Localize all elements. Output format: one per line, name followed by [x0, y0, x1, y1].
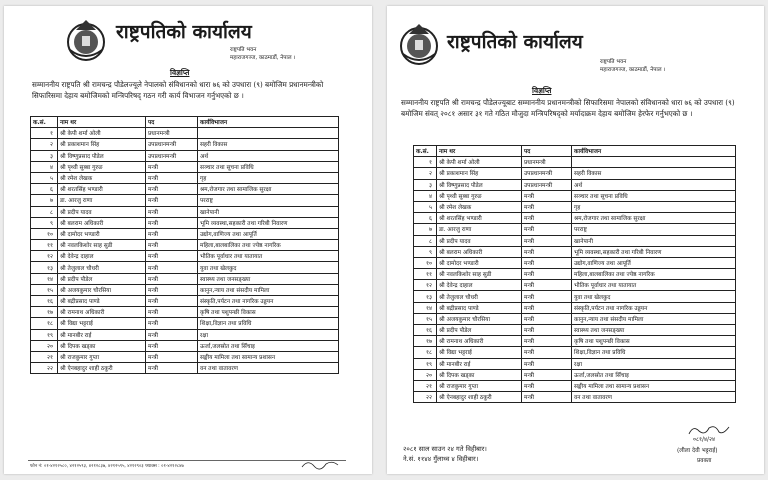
date-line-2: ने.सं. ११४४ गुँलाथ्व ४ विहीबार।: [403, 455, 479, 463]
cell-name: श्री ऐनबहादुर शाही ठकुरी: [437, 392, 522, 403]
cell-name: श्री देवेन्द्र दाहाल: [58, 251, 146, 262]
cell-post: मन्त्री: [146, 206, 198, 217]
cell-portfolio: कृषि तथा पशुपन्छी विकास: [198, 307, 339, 318]
table-row: [31, 318, 339, 329]
table-header-row: [414, 146, 736, 157]
cell-name: श्री राजकुमार गुप्ता: [437, 380, 522, 391]
cell-post: मन्त्री: [146, 228, 198, 239]
cell-portfolio: उद्योग,वाणिज्य तथा आपूर्ति: [572, 257, 736, 268]
cell-serial: ५: [31, 172, 58, 183]
cell-serial: १९: [31, 329, 58, 340]
cell-post: उपप्रधानमन्त्री: [522, 179, 572, 190]
cell-post: मन्त्री: [522, 325, 572, 336]
cell-portfolio: श्रम,रोजगार तथा सामाजिक सुरक्षा: [572, 213, 736, 224]
initials-signature-icon: [300, 456, 340, 475]
cell-serial: १५: [414, 313, 437, 324]
cell-serial: २२: [31, 363, 58, 374]
cell-name: श्री दामोदर भण्डारी: [437, 257, 522, 268]
cell-serial: १२: [414, 280, 437, 291]
table-row: [414, 313, 736, 324]
cell-post: मन्त्री: [146, 351, 198, 362]
table-row: [31, 363, 339, 374]
cell-portfolio: परराष्ट्र: [572, 224, 736, 235]
cell-post: मन्त्री: [522, 380, 572, 391]
cell-post: मन्त्री: [146, 296, 198, 307]
table-row: [31, 184, 339, 195]
cell-post: मन्त्री: [146, 340, 198, 351]
table-row: [31, 251, 339, 262]
cell-name: श्री बलराम अधिकारी: [58, 217, 146, 228]
table-row: [31, 206, 339, 217]
cell-portfolio: महिला,बालबालिका तथा ज्येष्ठ नागरिक: [198, 240, 339, 251]
cell-serial: १४: [31, 273, 58, 284]
cell-portfolio: सङ्घीय मामिला तथा सामान्य प्रशासन: [198, 351, 339, 362]
cell-portfolio: गृह: [572, 201, 736, 212]
cell-serial: ७: [414, 224, 437, 235]
office-title: राष्ट्रपतिको कार्यालय: [116, 21, 252, 43]
cell-name: श्री मानबीर राई: [437, 358, 522, 369]
table-row: [414, 291, 736, 302]
cell-portfolio: सहरी विकास: [198, 139, 339, 150]
cell-post: उपप्रधानमन्त्री: [146, 150, 198, 161]
table-row: [414, 201, 736, 212]
cell-post: मन्त्री: [522, 302, 572, 313]
cell-portfolio: भूमि व्यवस्था,सहकारी तथा गरिबी निवारण: [572, 246, 736, 257]
table-row: [31, 128, 339, 139]
cell-portfolio: खानेपानी: [198, 206, 339, 217]
cell-name: श्री प्रदीप यादव: [437, 235, 522, 246]
cell-name: श्री नवलकिशोर साह सुडी: [437, 269, 522, 280]
cell-post: उपप्रधानमन्त्री: [146, 139, 198, 150]
date-line-1: २०८१ साल साउन २४ गते विहीबार।: [403, 445, 487, 453]
cell-name: श्री बलराम अधिकारी: [437, 246, 522, 257]
cell-name: श्री अजयकुमार चौरसिया: [437, 313, 522, 324]
table-row: [414, 157, 736, 168]
footer-divider: [28, 460, 346, 461]
cell-name: श्री विद्या भट्टराई: [437, 347, 522, 358]
table-row: [31, 340, 339, 351]
cell-post: मन्त्री: [146, 363, 198, 374]
cell-portfolio: भौतिक पूर्वाधार तथा यातायात: [572, 280, 736, 291]
cell-post: मन्त्री: [146, 284, 198, 295]
cell-name: श्री शरतसिंह भण्डारी: [437, 213, 522, 224]
cell-portfolio: महिला,बालबालिका तथा ज्येष्ठ नागरिक: [572, 269, 736, 280]
cell-serial: ६: [31, 184, 58, 195]
cell-serial: ८: [414, 235, 437, 246]
cell-name: श्री तेजुलाल चौधरी: [58, 262, 146, 273]
cell-serial: १३: [31, 262, 58, 273]
cell-portfolio: सहरी विकास: [572, 168, 736, 179]
cell-name: श्री दामोदर भण्डारी: [58, 228, 146, 239]
header-serial: क.सं.: [31, 117, 58, 128]
cell-name: श्री शरतसिंह भण्डारी: [58, 184, 146, 195]
table-row: [31, 296, 339, 307]
table-row: [414, 213, 736, 224]
cell-serial: १०: [414, 257, 437, 268]
cell-portfolio: संस्कृति,पर्यटन तथा नागरिक उड्डयन: [572, 302, 736, 313]
cell-name: श्री प्रकाशमान सिंह: [437, 168, 522, 179]
cell-post: मन्त्री: [522, 190, 572, 201]
table-row: [414, 280, 736, 291]
cell-serial: ११: [31, 240, 58, 251]
cell-portfolio: कानुन,न्याय तथा संसदीय मामिला: [572, 313, 736, 324]
cell-name: श्री रामनाथ अधिकारी: [437, 336, 522, 347]
table-row: [31, 284, 339, 295]
cell-post: मन्त्री: [522, 291, 572, 302]
cell-portfolio: अर्थ: [572, 179, 736, 190]
cell-post: मन्त्री: [522, 392, 572, 403]
cell-post: प्रधानमन्त्री: [146, 128, 198, 139]
table-row: [31, 150, 339, 161]
cell-post: मन्त्री: [146, 184, 198, 195]
cell-serial: १८: [414, 347, 437, 358]
cell-name: श्री विष्णुप्रसाद पौडेल: [437, 179, 522, 190]
cell-name: डा. आरजु राणा: [437, 224, 522, 235]
cell-post: मन्त्री: [146, 251, 198, 262]
cell-post: मन्त्री: [522, 235, 572, 246]
right-document-page: [387, 6, 764, 474]
cell-portfolio: परराष्ट्र: [198, 195, 339, 206]
header-name: नाम थर: [437, 146, 522, 157]
address-line-1: राष्ट्रपति भवन: [600, 59, 627, 65]
cell-serial: ११: [414, 269, 437, 280]
cell-post: मन्त्री: [522, 347, 572, 358]
cell-serial: २०: [414, 369, 437, 380]
cell-portfolio: युवा तथा खेलकुद: [572, 291, 736, 302]
cell-serial: १७: [414, 336, 437, 347]
cell-portfolio: [198, 128, 339, 139]
cell-portfolio: भूमि व्यवस्था,सहकारी तथा गरिबी निवारण: [198, 217, 339, 228]
cell-portfolio: रक्षा: [198, 329, 339, 340]
cell-post: मन्त्री: [522, 313, 572, 324]
cell-post: मन्त्री: [146, 217, 198, 228]
cell-serial: ३: [414, 179, 437, 190]
cell-name: श्री रामनाथ अधिकारी: [58, 307, 146, 318]
table-row: [31, 217, 339, 228]
cell-serial: ८: [31, 206, 58, 217]
cell-post: मन्त्री: [146, 161, 198, 172]
cell-name: श्री पृथ्वी सुब्बा गुरुङ: [437, 190, 522, 201]
cell-serial: १८: [31, 318, 58, 329]
left-document-page: [4, 6, 372, 474]
cell-post: मन्त्री: [522, 369, 572, 380]
cell-portfolio: श्रम,रोजगार तथा सामाजिक सुरक्षा: [198, 184, 339, 195]
table-row: [414, 302, 736, 313]
cell-serial: १९: [414, 358, 437, 369]
table-row: [414, 190, 736, 201]
cell-portfolio: गृह: [198, 172, 339, 183]
cell-name: श्री विद्या भट्टराई: [58, 318, 146, 329]
header-serial: क.सं.: [414, 146, 437, 157]
notice-paragraph: सम्माननीय राष्ट्रपति श्री रामचन्द्र पौडेलज्यूले नेपालको संविधानको धारा ७६ को उपधारा (९) बमोजिम प्रधानमन्त्रीको सिफारिसमा देहाय बमोजिमको मन्त्रिपरिषद् गठन गरी कार्य विभाजन गर्नुभएको छ ।: [32, 80, 324, 100]
notice-title: विज्ञप्ति: [170, 68, 190, 77]
table-row: [414, 168, 736, 179]
cell-serial: ९: [31, 217, 58, 228]
cell-post: मन्त्री: [522, 224, 572, 235]
cell-serial: २०: [31, 340, 58, 351]
cell-serial: ५: [414, 201, 437, 212]
cell-portfolio: स्वास्थ्य तथा जनसङ्ख्या: [572, 325, 736, 336]
cell-serial: ३: [31, 150, 58, 161]
header-portfolio: कार्यविभाजन: [198, 117, 339, 128]
cell-serial: १६: [414, 325, 437, 336]
cell-name: श्री राजकुमार गुप्ता: [58, 351, 146, 362]
cell-portfolio: भौतिक पूर्वाधार तथा यातायात: [198, 251, 339, 262]
address-line-2: महाराजगञ्ज, काठमाडौं, नेपाल ।: [600, 67, 666, 73]
cell-portfolio: ऊर्जा,जलस्रोत तथा सिँचाइ: [572, 369, 736, 380]
cell-serial: २१: [31, 351, 58, 362]
cell-portfolio: शिक्षा,विज्ञान तथा प्रविधि: [198, 318, 339, 329]
header-post: पद: [522, 146, 572, 157]
cell-name: श्री बद्रीप्रसाद पाण्डे: [58, 296, 146, 307]
table-row: [414, 269, 736, 280]
cell-name: श्री मानबीर राई: [58, 329, 146, 340]
footer-contact: फोन नं: ०१-४२१२५८०, ४२१२५९३, ४२१२८३७, ४२१२५९५, ४२१२९०३ फ्याक्स : ०१-४२१२८४७: [30, 464, 184, 469]
cell-post: मन्त्री: [522, 201, 572, 212]
table-row: [414, 224, 736, 235]
cell-post: मन्त्री: [522, 336, 572, 347]
cell-post: मन्त्री: [522, 269, 572, 280]
cell-serial: ४: [31, 161, 58, 172]
cell-serial: ९: [414, 246, 437, 257]
cell-serial: १३: [414, 291, 437, 302]
cell-name: श्री प्रदीप पौडेल: [437, 325, 522, 336]
cell-post: मन्त्री: [146, 329, 198, 340]
table-row: [31, 161, 339, 172]
national-emblem-icon: [395, 20, 443, 68]
table-row: [31, 139, 339, 150]
cell-serial: ६: [414, 213, 437, 224]
cell-name: श्री पृथ्वी सुब्बा गुरुङ: [58, 161, 146, 172]
cell-post: मन्त्री: [522, 257, 572, 268]
cell-portfolio: उद्योग,वाणिज्य तथा आपूर्ति: [198, 228, 339, 239]
cell-name: श्री प्रदीप पौडेल: [58, 273, 146, 284]
cell-portfolio: वन तथा वातावरण: [198, 363, 339, 374]
cell-portfolio: शिक्षा,विज्ञान तथा प्रविधि: [572, 347, 736, 358]
cell-portfolio: रक्षा: [572, 358, 736, 369]
cell-name: श्री ऐनबहादुर शाही ठकुरी: [58, 363, 146, 374]
cell-portfolio: स्वास्थ्य तथा जनसङ्ख्या: [198, 273, 339, 284]
cell-name: श्री दिपक खड्का: [58, 340, 146, 351]
national-emblem-icon: [62, 16, 110, 64]
cell-serial: १७: [31, 307, 58, 318]
cell-serial: २१: [414, 380, 437, 391]
table-row: [414, 179, 736, 190]
cell-post: मन्त्री: [146, 273, 198, 284]
notice-paragraph: सम्माननीय राष्ट्रपति श्री रामचन्द्र पौडेलज्यूबाट सम्माननीय प्रधानमन्त्रीको सिफारिसमा नेपालको संविधानको धारा ७६ को उपधारा (९) बमोजिम संवत् २०८१ असार ३१ गते गठित मौजुदा मन्त्रिपरिषद्को मर्यादाक्रम देहाय बमोजिम हेरफेर गर्नुभएको छ ।: [401, 98, 735, 118]
table-row: [414, 325, 736, 336]
cell-portfolio: सञ्चार तथा सूचना प्रविधि: [572, 190, 736, 201]
cell-portfolio: कानुन,न्याय तथा संसदीय मामिला: [198, 284, 339, 295]
cell-name: श्री केपी शर्मा ओली: [58, 128, 146, 139]
cell-name: श्री नवलकिशोर साह सुडी: [58, 240, 146, 251]
table-row: [31, 351, 339, 362]
signature-date: ०८१/४/२४: [693, 437, 715, 443]
table-row: [414, 257, 736, 268]
cell-name: श्री दिपक खड्का: [437, 369, 522, 380]
cell-name: डा. आरजु राणा: [58, 195, 146, 206]
table-row: [414, 246, 736, 257]
table-header-row: [31, 117, 339, 128]
cell-portfolio: संस्कृति,पर्यटन तथा नागरिक उड्डयन: [198, 296, 339, 307]
table-row: [31, 329, 339, 340]
cell-serial: १: [414, 157, 437, 168]
notice-title: विज्ञप्ति: [532, 86, 552, 95]
spokesperson-name: (लीला देवी भट्टराई): [677, 448, 718, 454]
cell-serial: ७: [31, 195, 58, 206]
cell-portfolio: कृषि तथा पशुपन्छी विकास: [572, 336, 736, 347]
cell-name: श्री विष्णुप्रसाद पौडेल: [58, 150, 146, 161]
cell-serial: १०: [31, 228, 58, 239]
cell-post: मन्त्री: [522, 213, 572, 224]
table-row: [414, 380, 736, 391]
table-row: [31, 262, 339, 273]
table-row: [31, 195, 339, 206]
cell-name: श्री अजयकुमार चौरसिया: [58, 284, 146, 295]
cell-post: मन्त्री: [146, 318, 198, 329]
header-post: पद: [146, 117, 198, 128]
cell-name: श्री रमेश लेखक: [58, 172, 146, 183]
table-row: [31, 228, 339, 239]
cell-portfolio: खानेपानी: [572, 235, 736, 246]
cell-portfolio: युवा तथा खेलकुद: [198, 262, 339, 273]
cell-portfolio: सञ्चार तथा सूचना प्रविधि: [198, 161, 339, 172]
cabinet-table: [413, 145, 736, 403]
cell-name: श्री प्रदीप यादव: [58, 206, 146, 217]
cell-serial: १२: [31, 251, 58, 262]
cell-serial: १५: [31, 284, 58, 295]
cell-post: मन्त्री: [146, 262, 198, 273]
address-line-1: राष्ट्रपति भवन: [230, 47, 257, 53]
cell-portfolio: सङ्घीय मामिला तथा सामान्य प्रशासन: [572, 380, 736, 391]
cell-serial: २२: [414, 392, 437, 403]
table-row: [31, 273, 339, 284]
cell-portfolio: वन तथा वातावरण: [572, 392, 736, 403]
cell-name: श्री देवेन्द्र दाहाल: [437, 280, 522, 291]
header-name: नाम थर: [58, 117, 146, 128]
cell-serial: २: [414, 168, 437, 179]
cell-post: मन्त्री: [146, 240, 198, 251]
cell-post: मन्त्री: [522, 246, 572, 257]
address-line-2: महाराजगञ्ज, काठमाडौं, नेपाल ।: [230, 55, 296, 61]
cell-serial: १६: [31, 296, 58, 307]
table-row: [414, 392, 736, 403]
table-row: [414, 369, 736, 380]
cell-post: उपप्रधानमन्त्री: [522, 168, 572, 179]
cell-portfolio: अर्थ: [198, 150, 339, 161]
cell-name: श्री बद्रीप्रसाद पाण्डे: [437, 302, 522, 313]
table-row: [31, 172, 339, 183]
cell-name: श्री केपी शर्मा ओली: [437, 157, 522, 168]
cell-post: प्रधानमन्त्री: [522, 157, 572, 168]
table-row: [31, 307, 339, 318]
cabinet-table: [30, 116, 339, 374]
table-row: [414, 235, 736, 246]
table-row: [31, 240, 339, 251]
cell-post: मन्त्री: [146, 195, 198, 206]
cell-serial: १४: [414, 302, 437, 313]
cell-name: श्री प्रकाशमान सिंह: [58, 139, 146, 150]
cell-post: मन्त्री: [146, 172, 198, 183]
cell-name: श्री तेजुलाल चौधरी: [437, 291, 522, 302]
spokesperson-role: प्रवक्ता: [697, 458, 712, 464]
table-row: [414, 347, 736, 358]
cell-post: मन्त्री: [522, 280, 572, 291]
cell-serial: १: [31, 128, 58, 139]
office-title: राष्ट्रपतिको कार्यालय: [447, 31, 583, 53]
table-row: [414, 358, 736, 369]
cell-name: श्री रमेश लेखक: [437, 201, 522, 212]
header-portfolio: कार्यविभाजन: [572, 146, 736, 157]
cell-serial: ४: [414, 190, 437, 201]
cell-serial: २: [31, 139, 58, 150]
cell-post: मन्त्री: [146, 307, 198, 318]
cell-portfolio: ऊर्जा,जलस्रोत तथा सिँचाइ: [198, 340, 339, 351]
table-row: [414, 336, 736, 347]
cell-portfolio: [572, 157, 736, 168]
cell-post: मन्त्री: [522, 358, 572, 369]
